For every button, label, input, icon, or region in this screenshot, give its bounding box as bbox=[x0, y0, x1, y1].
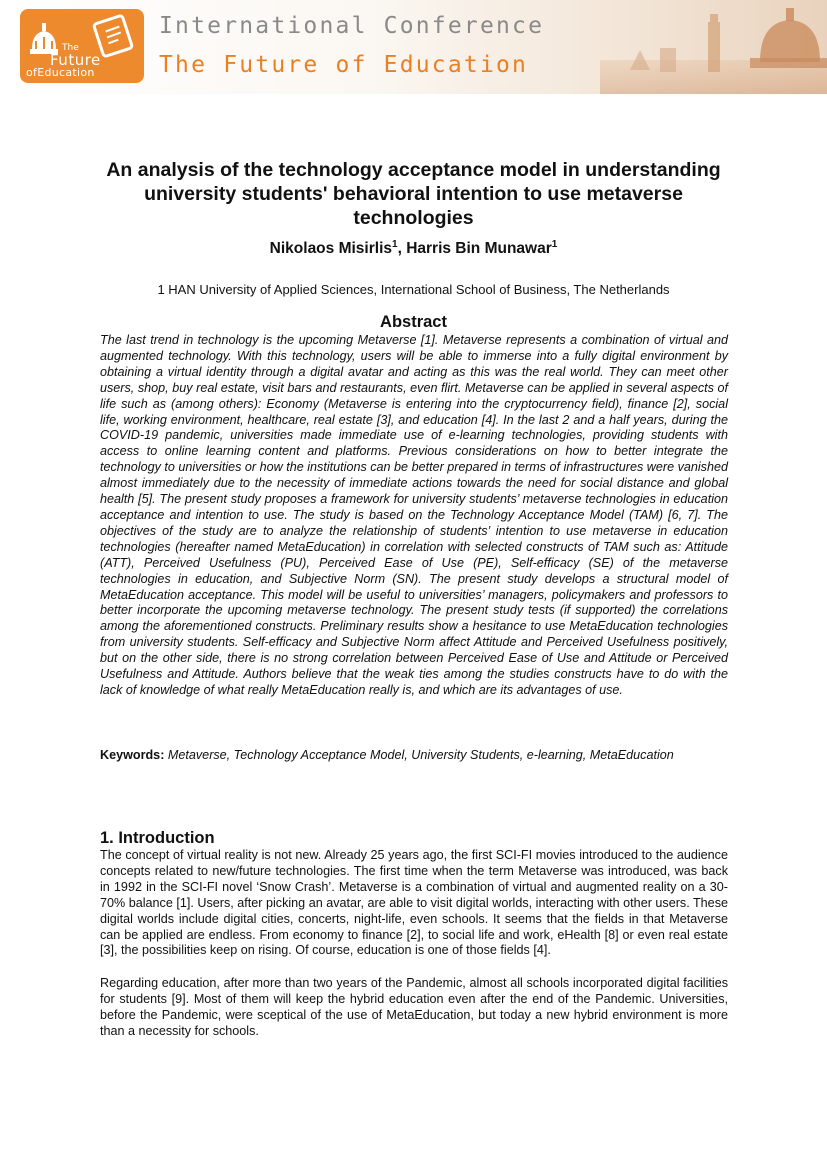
keywords-list: Metaverse, Technology Acceptance Model, University Students, e-learning, MetaEducation bbox=[164, 748, 674, 762]
logo-text-future: Future bbox=[50, 51, 101, 69]
author-name: Nikolaos Misirlis bbox=[269, 240, 392, 258]
author-list bbox=[0, 239, 827, 258]
paper-title: An analysis of the technology acceptance model in understanding university students' behavioral intention to use metaverse technologies bbox=[106, 159, 721, 229]
logo-text-of-education: ofEducation bbox=[26, 66, 95, 79]
conference-series-title: International Conference bbox=[159, 13, 545, 39]
logo-text-the: The bbox=[62, 43, 79, 53]
abstract-heading: Abstract bbox=[380, 313, 447, 331]
conference-logo bbox=[20, 9, 144, 83]
abstract-text: The last trend in technology is the upcoming Metaverse [1]. Metaverse represents a combination of virtual and augmented technology. With this technology, users will be able to immerse into a fully digital environment by obtaining a virtual identity through a digital avatar and acting as this was the real world. They can meet other users, shop, buy real estate, visit bars and restaurants, even flirt. Metaverse can be applied in several aspects of life such as (among others): Economy (Metaverse is entering into the cryptocurrency field), finance [2], social life, working environment, healthcare, real estate [3], and education [4]. In the last 2 and a half years, during the COVID-19 pandemic, universities made immediate use of e-learning technologies, providing students with access to online learning content and platforms. Previous considerations on how to better integrate the technology to universities or how the institutions can be better prepared in terms of infrastructures were vanished almost immediately due to the necessity of immediate actions towards the need for social distance and global health [5]. The present study proposes a framework for university students’ metaverse technologies in education acceptance and intention to use. The study is based on the Technology Acceptance Model (TAM) [6, 7]. The objectives of the study are to analyze the relationship of students’ intention to use metaverse in education technologies (hereafter named MetaEducation) in correlation with selected constructs of TAM such as: Attitude (ATT), Perceived Usefulness (PU), Perceived Ease of Use (PE), Self-efficacy (SE) of the metaverse technologies in education, and Subjective Norm (SN). The present study develops a structural model of MetaEducation acceptance. This model will be useful to universities’ managers, policymakers and professors to better incorporate the upcoming metaverse technology. The present study tests (if supported) the correlations among the aforementioned constructs. Preliminary results show a hesitance to use MetaEducation technologies from university students. Self-efficacy and Subjective Norm affect Attitude and Perceived Usefulness positively, but on the other side, there is no strong correlation between Perceived Ease of Use and Attitude or Perceived Usefulness and Attitude. Authors believe that the weak ties among the studies constructs have to do with the lack of knowledge of what really MetaEducation really is, and which are its advantages of use. bbox=[100, 333, 728, 697]
affiliation: 1 HAN University of Applied Sciences, International School of Business, The Netherlands bbox=[157, 282, 670, 297]
conference-banner bbox=[0, 0, 827, 94]
body-paragraph: Regarding education, after more than two years of the Pandemic, almost all schools incorporated digital facilities for students [9]. Most of them will keep the hybrid education even after the end of the Pandemic. Universities, before the Pandemic, were sceptical of the use of MetaEducation, but today a new hybrid environment is more than a necessity for schools. bbox=[100, 976, 728, 1038]
keywords-label: Keywords: bbox=[100, 748, 165, 762]
keywords bbox=[100, 748, 728, 764]
section-heading-introduction: 1. Introduction bbox=[100, 829, 215, 847]
florence-skyline-image bbox=[600, 0, 827, 94]
author-affiliation-mark: 1 bbox=[551, 239, 558, 250]
author-affiliation-mark: 1 bbox=[392, 239, 398, 250]
author-separator: , bbox=[397, 240, 407, 258]
author-name: Harris Bin Munawar bbox=[406, 240, 552, 258]
conference-name: The Future of Education bbox=[159, 52, 529, 78]
body-paragraph: The concept of virtual reality is not new. Already 25 years ago, the first SCI-FI movies introduced to the audience concepts related to new/future technologies. The first time when the term Metaverse was introduced, was back in 1992 in the SCI-FI novel ‘Snow Crash’. Metaverse is a combination of virtual and augmented reality on a 30-70% balance [1]. Users, after picking an avatar, are able to visit digital worlds, interacting with other users. These digital worlds include digital cities, concerts, night-life, even schools. It seems that the fields in that Metaverse can be applied are endless. From economy to finance [2], to social life and work, eHealth [8] or even real estate [3], the possibilities keep on rising. Of course, education is one of those fields [4]. bbox=[100, 848, 728, 958]
